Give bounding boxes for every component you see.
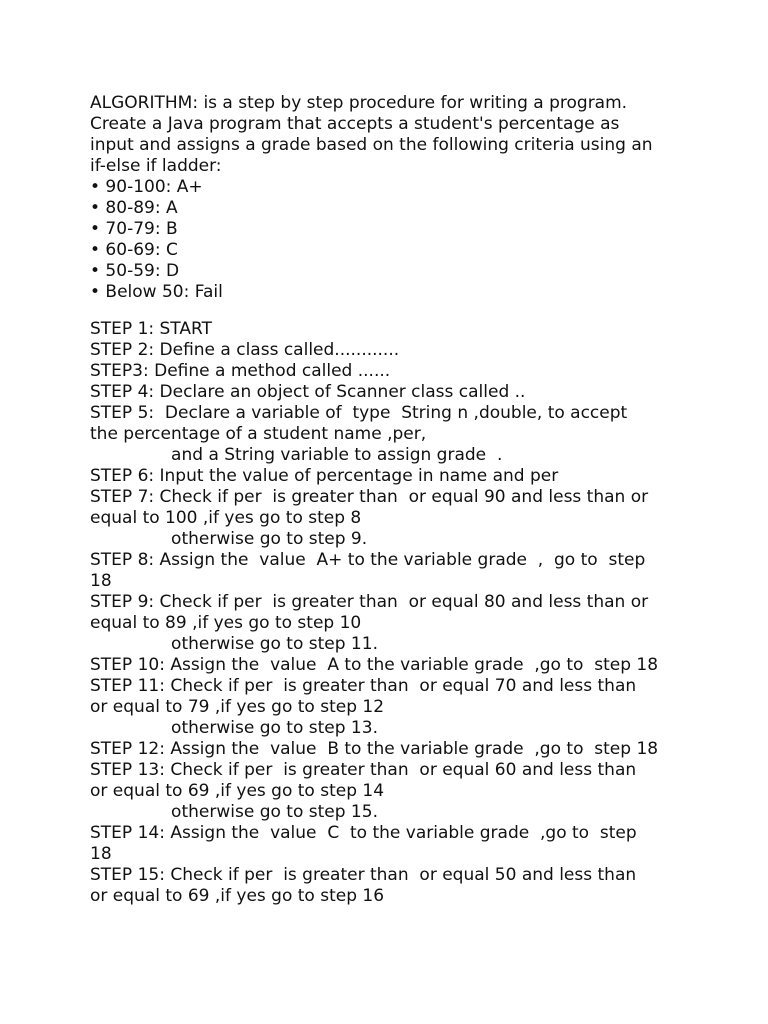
step-line: 18	[90, 571, 112, 591]
step-line: or equal to 69 ,if yes go to step 16	[90, 886, 385, 906]
step-line: STEP 6: Input the value of percentage in name and per	[90, 466, 559, 486]
criteria-item: • 70-79: B	[90, 219, 178, 239]
step-line: otherwise go to step 15.	[90, 802, 378, 822]
step-line: or equal to 69 ,if yes go to step 14	[90, 781, 385, 801]
steps-list	[90, 319, 750, 907]
step-line: STEP 2: Define a class called............	[90, 340, 400, 360]
intro-line: if-else if ladder:	[90, 156, 222, 176]
step-line: STEP 4: Declare an object of Scanner class called ..	[90, 382, 526, 402]
step-line: otherwise go to step 9.	[90, 529, 368, 549]
step-line: STEP 7: Check if per is greater than or equal 90 and less than or	[90, 487, 649, 507]
step-line: STEP 8: Assign the value A+ to the variable grade , go to step	[90, 550, 646, 570]
step-line: STEP 10: Assign the value A to the variable grade ,go to step 18	[90, 655, 659, 675]
step-line: equal to 100 ,if yes go to step 8	[90, 508, 362, 528]
step-line: STEP 1: START	[90, 319, 212, 339]
step-line: and a String variable to assign grade .	[90, 445, 503, 465]
criteria-item: • 90-100: A+	[90, 177, 203, 197]
step-line: STEP 13: Check if per is greater than or equal 60 and less than	[90, 760, 637, 780]
step-line: STEP 15: Check if per is greater than or equal 50 and less than	[90, 865, 637, 885]
document-page	[90, 93, 750, 907]
step-line: or equal to 79 ,if yes go to step 12	[90, 697, 385, 717]
criteria-list	[90, 177, 750, 303]
intro-paragraph	[90, 93, 750, 177]
criteria-item: • 80-89: A	[90, 198, 178, 218]
step-line: the percentage of a student name ,per,	[90, 424, 427, 444]
step-line: STEP 5: Declare a variable of type String n ,double, to accept	[90, 403, 628, 423]
step-line: otherwise go to step 13.	[90, 718, 378, 738]
step-line: STEP 9: Check if per is greater than or equal 80 and less than or	[90, 592, 649, 612]
step-line: equal to 89 ,if yes go to step 10	[90, 613, 362, 633]
step-line: otherwise go to step 11.	[90, 634, 378, 654]
step-line: 18	[90, 844, 112, 864]
step-line: STEP 12: Assign the value B to the variable grade ,go to step 18	[90, 739, 659, 759]
intro-line: input and assigns a grade based on the following criteria using an	[90, 135, 653, 155]
intro-line: ALGORITHM: is a step by step procedure for writing a program.	[90, 93, 628, 113]
criteria-item: • 50-59: D	[90, 261, 180, 281]
step-line: STEP3: Define a method called ......	[90, 361, 391, 381]
intro-line: Create a Java program that accepts a student's percentage as	[90, 114, 620, 134]
criteria-item: • 60-69: C	[90, 240, 178, 260]
paragraph-spacer	[90, 303, 750, 319]
criteria-item: • Below 50: Fail	[90, 282, 223, 302]
step-line: STEP 14: Assign the value C to the variable grade ,go to step	[90, 823, 637, 843]
step-line: STEP 11: Check if per is greater than or equal 70 and less than	[90, 676, 637, 696]
